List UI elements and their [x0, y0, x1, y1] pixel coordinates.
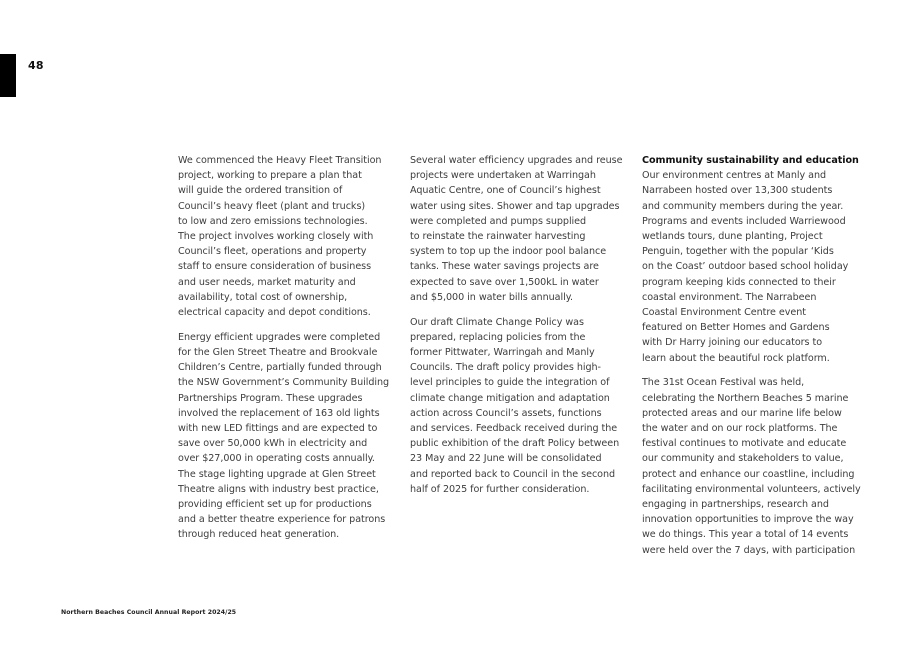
text-line: availability, total cost of ownership, — [178, 291, 348, 303]
text-line: expected to save over 1,500kL in water — [410, 276, 599, 288]
text-line: public exhibition of the draft Policy between — [410, 438, 620, 450]
text-line: were completed and pumps supplied — [410, 215, 587, 227]
text-line: staff to ensure consideration of business — [178, 261, 372, 273]
text-line: over $27,000 in operating costs annually. — [178, 453, 375, 465]
text-line: learn about the beautiful rock platform. — [642, 352, 830, 364]
text-column-2 — [410, 153, 622, 507]
text-line: Aquatic Centre, one of Council’s highest — [410, 185, 601, 197]
text-line: were held over the 7 days, with participation — [642, 544, 856, 556]
text-line: and community members during the year. — [642, 200, 844, 212]
text-line: system to top up the indoor pool balance — [410, 246, 607, 258]
text-line: electrical capacity and depot conditions. — [178, 307, 371, 319]
text-line: and reported back to Council in the second — [410, 468, 616, 480]
text-line: and $5,000 in water bills annually. — [410, 291, 573, 303]
text-line: to reinstate the rainwater harvesting — [410, 231, 586, 243]
body-paragraph — [642, 375, 861, 557]
text-column-1 — [178, 153, 389, 552]
text-line: to low and zero emissions technologies. — [178, 215, 368, 227]
text-line: featured on Better Homes and Gardens — [642, 322, 830, 334]
page-edge-tab — [0, 54, 16, 97]
text-line: involved the replacement of 163 old lights — [178, 407, 380, 419]
text-line: Our draft Climate Change Policy was — [410, 316, 584, 328]
text-line: Councils. The draft policy provides high- — [410, 362, 601, 374]
text-line: innovation opportunities to improve the way — [642, 514, 854, 526]
text-line: Penguin, together with the popular ‘Kids — [642, 246, 834, 258]
text-line: The 31st Ocean Festival was held, — [642, 377, 805, 389]
text-line: celebrating the Northern Beaches 5 marine — [642, 392, 849, 404]
text-line: 23 May and 22 June will be consolidated — [410, 453, 602, 465]
text-line: Programs and events included Warriewood — [642, 215, 846, 227]
text-line: Theatre aligns with industry best practice, — [178, 483, 379, 495]
text-line: with Dr Harry joining our educators to — [642, 337, 823, 349]
text-line: project, working to prepare a plan that — [178, 170, 362, 182]
text-line: level principles to guide the integration of — [410, 377, 610, 389]
body-paragraph — [178, 153, 389, 320]
text-line: engaging in partnerships, research and — [642, 499, 829, 511]
text-line: coastal environment. The Narrabeen — [642, 291, 817, 303]
text-line: for the Glen Street Theatre and Brookvale — [178, 347, 378, 359]
text-line: the water and on our rock platforms. The — [642, 423, 838, 435]
text-line: Coastal Environment Centre event — [642, 307, 806, 319]
text-line: on the Coast’ outdoor based school holiday — [642, 261, 849, 273]
text-line: Partnerships Program. These upgrades — [178, 392, 363, 404]
text-line: wetlands tours, dune planting, Project — [642, 231, 823, 243]
text-line: the NSW Government’s Community Building — [178, 377, 390, 389]
text-line: We commenced the Heavy Fleet Transition — [178, 155, 382, 166]
text-line: half of 2025 for further consideration. — [410, 483, 590, 495]
text-line: action across Council’s assets, functions — [410, 407, 602, 419]
text-line: protected areas and our marine life below — [642, 407, 842, 419]
text-line: and a better theatre experience for patrons — [178, 514, 386, 526]
text-line: and user needs, market maturity and — [178, 276, 356, 288]
text-line: climate change mitigation and adaptation — [410, 392, 610, 404]
text-line: prepared, replacing policies from the — [410, 331, 586, 343]
text-line: save over 50,000 kWh in electricity and — [178, 438, 368, 450]
body-paragraph — [410, 153, 622, 305]
text-line: former Pittwater, Warringah and Manly — [410, 347, 595, 359]
text-line: Council’s heavy fleet (plant and trucks) — [178, 200, 366, 212]
text-line: The project involves working closely with — [178, 231, 374, 243]
text-line: projects were undertaken at Warringah — [410, 170, 596, 182]
text-line: providing efficient set up for productions — [178, 499, 372, 511]
body-paragraph — [642, 168, 861, 366]
text-line: Council’s fleet, operations and property — [178, 246, 367, 258]
text-line: Narrabeen hosted over 13,300 students — [642, 185, 833, 197]
page-number: 48 — [28, 59, 44, 72]
text-line: The stage lighting upgrade at Glen Street — [178, 468, 376, 480]
section-heading: Community sustainability and education — [642, 155, 859, 166]
text-line: we do things. This year a total of 14 events — [642, 529, 849, 541]
text-line: with new LED fittings and are expected to — [178, 423, 378, 435]
text-line: Several water efficiency upgrades and reuse — [410, 155, 623, 166]
text-line: festival continues to motivate and educate — [642, 438, 847, 450]
text-line: program keeping kids connected to their — [642, 276, 836, 288]
text-line: facilitating environmental volunteers, actively — [642, 483, 861, 495]
text-line: through reduced heat generation. — [178, 529, 340, 541]
report-footer: Northern Beaches Council Annual Report 2024/25 — [61, 609, 237, 616]
body-paragraph — [410, 315, 622, 497]
text-line: Children’s Centre, partially funded through — [178, 362, 382, 374]
text-line: our community and stakeholders to value, — [642, 453, 844, 465]
text-line: Energy efficient upgrades were completed — [178, 331, 381, 343]
text-line: and services. Feedback received during the — [410, 423, 618, 435]
body-paragraph — [178, 330, 389, 543]
text-line: water using sites. Shower and tap upgrades — [410, 200, 620, 212]
text-line: protect and enhance our coastline, including — [642, 468, 855, 480]
text-column-3 — [642, 153, 861, 567]
text-line: will guide the ordered transition of — [178, 185, 343, 197]
text-line: tanks. These water savings projects are — [410, 261, 599, 273]
text-line: Our environment centres at Manly and — [642, 170, 827, 182]
